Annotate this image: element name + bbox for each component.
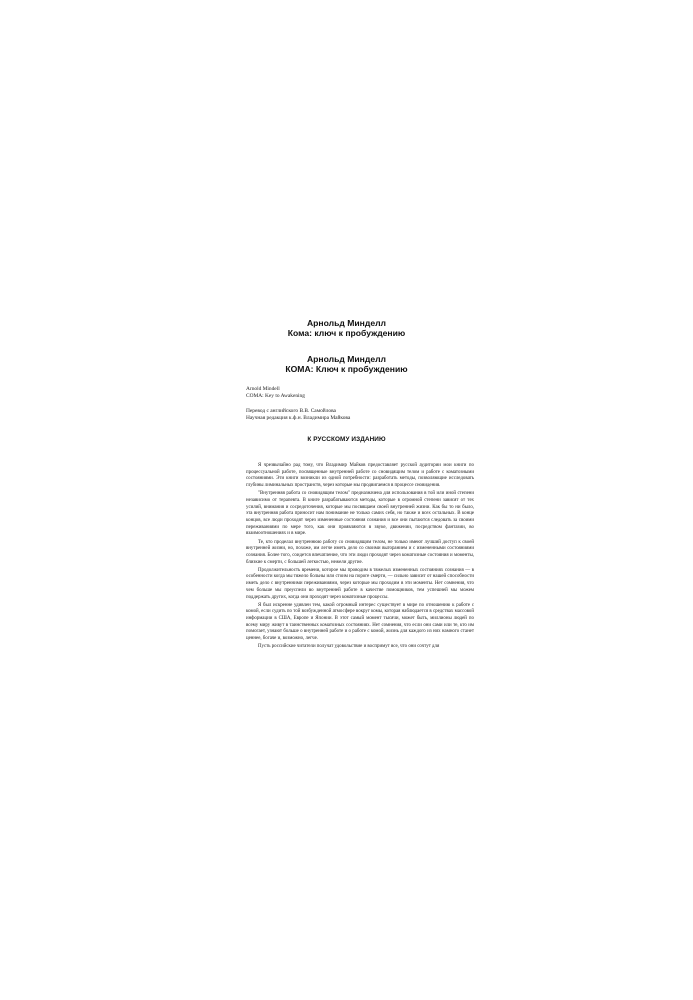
paragraph: Продолжительность времени, которое мы проводим в тяжелых измененных состояниях сознания — в особенности когда мы тяжело больны или стоим на пороге смерти, — сильно зависит от нашей способности иметь дело с внутренними переживаниями, через которые мы проходим в эти моменты. Нет сомнения, что чем больше мы преуспели во внутренней работе в качестве помощников, тем успешней мы можем поддержать других, когда они проходят через коматозные процессы. <box>246 567 474 600</box>
title-block-2 <box>0 354 693 374</box>
paragraph: Те, кто проделал внутреннюю работу со сновидящим телом, не только имеют лучший доступ к своей внутренней жизни, но, похоже, им легче иметь дело со своими выгоранием и с измененными состояниями сознания. Более того, соидется впечатление, что эти люди проходят через коматозные состояния и моменты, близкие к смерти, с большей легкостью, нежели другие. <box>246 539 474 565</box>
title-block-1 <box>0 318 693 338</box>
body-text <box>246 463 474 652</box>
translation-info <box>246 408 350 423</box>
paragraph: Я чрезвычайно рад тому, что Владимир Майков предоставляет русской аудитории мои книги по процессуальной работе, посвященные внутренней работе со сновидящим телом и работе с коматозными состояниями. Эти книги возникли из одной потребности: разработать методы, позволяющие исследовать глубины лиминальных пространств, через которые мы продвигаемся в процессе сновидения. <box>246 463 474 489</box>
paragraph: Пусть российские читатели получат удовольствие и воспримут все, что они сочтут для <box>258 644 440 650</box>
author-name: Арнольд Минделл <box>306 318 387 328</box>
editor-credit: Научная редакция к.ф.н. Владимира Майкова <box>246 415 351 422</box>
paragraph: "Внутренняя работа со сновидящим телом" предназначена для использования в той или иной степени независимо от терапевта. В книге разрабатываются методы, которые в огромной степени зависят от тех усилий, внимания и сосредоточения, которые мы посвящаем своей внутренней жизни. Как бы то ни было, эта внутренняя работа приносит нам понимание не только самих себя, но также и всех остальных. В конце концов, все люди проходят через измененные состояния сознания и все они пытаются следовать за своими переживаниями по мере того, как они проявляются в звуке, движении, посредством фантазии, во взаимоотношениях и в мире. <box>246 491 474 537</box>
original-edition-info <box>246 386 305 401</box>
paragraph: Я был искренне удивлен тем, какой огромный интерес существует в мире по отношению к работе с комой, если судить по той возбужденной атмосфере вокруг комы, которая наблюдается в средствах массовой информации в США, Европе и Японии. В этот самый момент тысячи, может быть, миллионы людей по всему миру живут в таинственных коматозных состояниях. Нет сомнения, что если они сами или те, кто им помогает, узнают больше о внутренней работе и о работе с комой, жизнь для каждого из них намного станет ценнее, богаче и, возможно, легче. <box>246 602 474 642</box>
original-title: COMA: Key to Awakening <box>246 393 305 400</box>
section-heading: К РУССКОМУ ИЗДАНИЮ <box>307 436 386 443</box>
translator-credit: Перевод с английского В.В. Самойлова <box>246 408 336 414</box>
original-author: Arnold Mindell <box>246 386 280 392</box>
book-title: Кома: ключ к пробуждению <box>287 328 406 338</box>
author-name: Арнольд Минделл <box>306 354 387 364</box>
book-title: КОМА: Ключ к пробуждению <box>285 364 408 374</box>
